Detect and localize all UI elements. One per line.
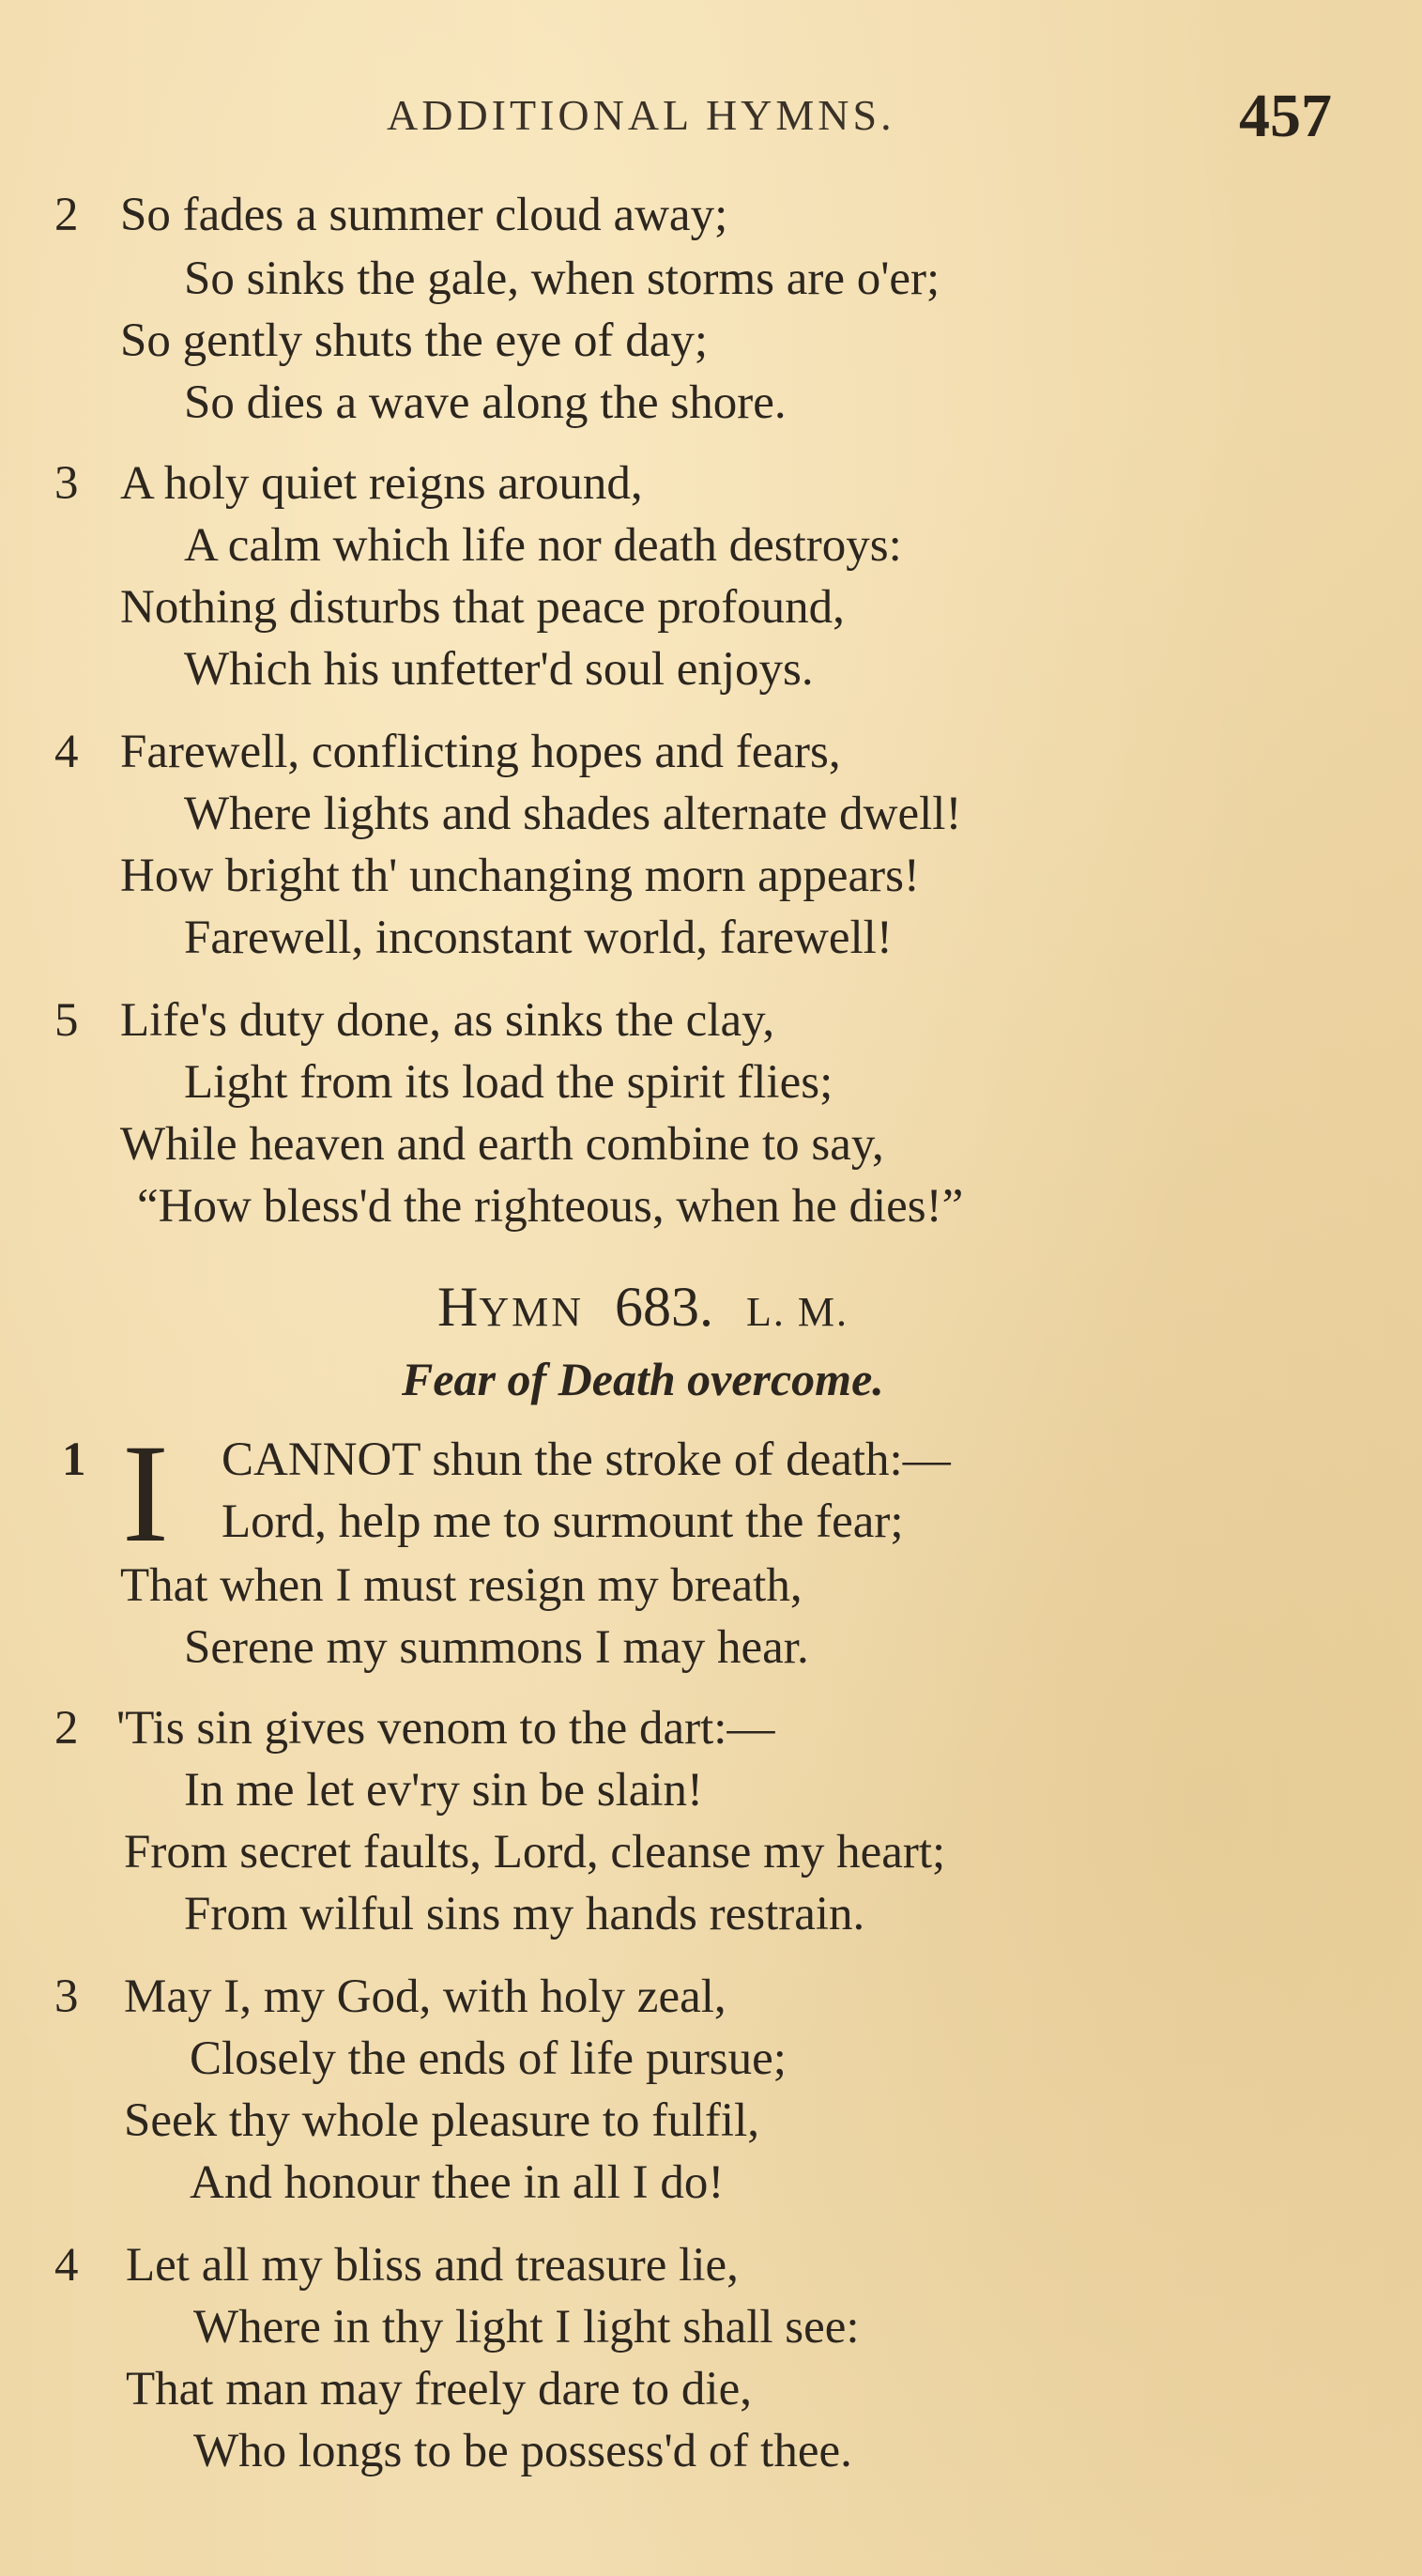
verse-line: May I, my God, with holy zeal, xyxy=(124,1970,726,2023)
verse-line: Farewell, inconstant world, farewell! xyxy=(184,912,893,964)
verse-line: From wilful sins my hands restrain. xyxy=(184,1888,865,1940)
stanza-number: 4 xyxy=(54,2239,79,2292)
page-number: 457 xyxy=(1239,82,1332,150)
verse-line: From secret faults, Lord, cleanse my heart; xyxy=(124,1826,946,1878)
verse-line: Nothing disturbs that peace profound, xyxy=(120,581,845,634)
verse-line: Who longs to be possess'd of thee. xyxy=(193,2425,852,2477)
drop-cap: I xyxy=(122,1416,169,1572)
hymn-meter: L. M. xyxy=(746,1289,849,1335)
hymn-subtitle: Fear of Death overcome. xyxy=(402,1353,884,1405)
stanza-number: 2 xyxy=(54,189,79,241)
verse-line: 'Tis sin gives venom to the dart:— xyxy=(116,1702,775,1755)
verse-line: Closely the ends of life pursue; xyxy=(190,2032,787,2085)
hymn-number: 683. xyxy=(615,1276,714,1338)
verse-line: That man may freely dare to die, xyxy=(126,2363,752,2415)
verse-line: Where in thy light I light shall see: xyxy=(193,2301,860,2354)
verse-line: Lord, help me to surmount the fear; xyxy=(222,1495,904,1548)
stanza-number: 1 xyxy=(62,1434,86,1486)
verse-line: Which his unfetter'd soul enjoys. xyxy=(184,643,814,696)
verse-line: How bright th' unchanging morn appears! xyxy=(120,850,920,902)
verse-line: A holy quiet reigns around, xyxy=(120,457,643,510)
verse-line: Seek thy whole pleasure to fulfil, xyxy=(124,2094,759,2147)
verse-line: That when I must resign my breath, xyxy=(120,1559,803,1612)
hymn-title-initial: H xyxy=(437,1276,480,1338)
verse-line: Farewell, conflicting hopes and fears, xyxy=(120,726,841,778)
verse-line: While heaven and earth combine to say, xyxy=(120,1118,884,1171)
verse-line: Let all my bliss and treasure lie, xyxy=(126,2239,739,2292)
hymn-title-rest: YMN xyxy=(479,1289,585,1335)
stanza-number: 3 xyxy=(54,457,79,510)
verse-line: Where lights and shades alternate dwell! xyxy=(184,788,962,840)
verse-line: So gently shuts the eye of day; xyxy=(120,314,709,367)
verse-line: Serene my summons I may hear. xyxy=(184,1621,809,1674)
verse-line: And honour thee in all I do! xyxy=(190,2156,725,2209)
verse-line: So sinks the gale, when storms are o'er; xyxy=(184,253,940,305)
stanza-number: 4 xyxy=(54,726,79,778)
verse-line: So fades a summer cloud away; xyxy=(120,189,728,241)
running-head: ADDITIONAL HYMNS. xyxy=(387,91,895,139)
stanza-number: 2 xyxy=(54,1702,79,1755)
verse-line: In me let ev'ry sin be slain! xyxy=(184,1764,704,1817)
verse-line: Light from its load the spirit flies; xyxy=(184,1056,833,1109)
stanza-number: 3 xyxy=(54,1970,79,2023)
verse-line: Life's duty done, as sinks the clay, xyxy=(120,994,775,1047)
verse-line: CANNOT shun the stroke of death:— xyxy=(222,1434,951,1486)
verse-line: So dies a wave along the shore. xyxy=(184,376,787,429)
hymn-title xyxy=(437,1275,849,1340)
page-header xyxy=(0,81,1422,156)
verse-line: A calm which life nor death destroys: xyxy=(184,519,902,572)
verse-line: “How bless'd the righteous, when he dies!” xyxy=(137,1180,964,1233)
stanza-number: 5 xyxy=(54,994,79,1047)
